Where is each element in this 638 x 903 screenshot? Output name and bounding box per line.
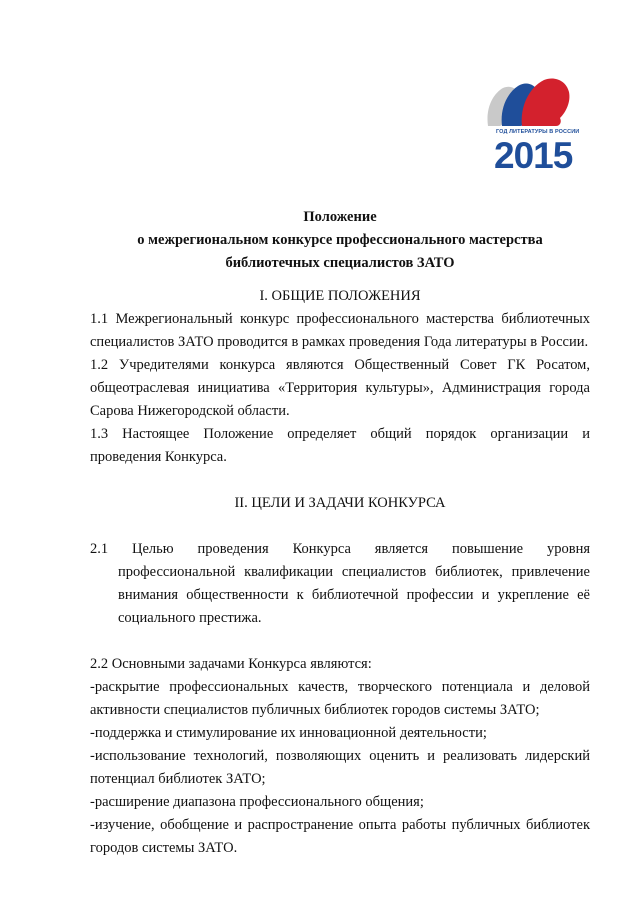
document-title <box>90 206 590 275</box>
title-line-2: о межрегиональном конкурсе профессионального мастерства <box>137 232 543 248</box>
task-item: -расширение диапазона профессионального общения; <box>90 794 424 810</box>
task-item: -поддержка и стимулирование их инновационной деятельности; <box>90 725 487 741</box>
clause-1-3: 1.3 Настоящее Положение определяет общий порядок организации и проведения Конкурса. <box>90 426 590 465</box>
task-item: -раскрытие профессиональных качеств, творческого потенциала и деловой активности специалистов публичных библиотек городов системы ЗАТО; <box>90 679 590 718</box>
clause-1-2: 1.2 Учредителями конкурса являются Общественный Совет ГК Росатом, общеотраслевая инициатива «Территория культуры», Администрация города Сарова Нижегородской области. <box>90 357 590 419</box>
logo-caption: ГОД ЛИТЕРАТУРЫ В РОССИИ <box>496 129 580 135</box>
task-item: -использование технологий, позволяющих оценить и реализовать лидерский потенциал библиотек ЗАТО; <box>90 748 590 787</box>
task-item: -изучение, обобщение и распространение опыта работы публичных библиотек городов системы ЗАТО. <box>90 817 590 856</box>
clause-2-2-lead: 2.2 Основными задачами Конкурса являются: <box>90 656 372 672</box>
document-body <box>90 206 590 860</box>
clause-1-1: 1.1 Межрегиональный конкурс профессионального мастерства библиотечных специалистов ЗАТО проводится в рамках проведения Года литературы в России. <box>90 311 590 350</box>
section-1-heading: I. ОБЩИЕ ПОЛОЖЕНИЯ <box>259 288 421 304</box>
title-line-1: Положение <box>303 209 377 225</box>
section-2-heading: II. ЦЕЛИ И ЗАДАЧИ КОНКУРСА <box>234 495 446 511</box>
title-line-3: библиотечных специалистов ЗАТО <box>225 255 455 271</box>
logo-year: 2015 <box>494 135 573 176</box>
clause-2-1-first-line: 2.1 Целью проведения Конкурса является повышение уровня <box>90 541 590 557</box>
clause-2-1-continuation: профессиональной квалификации специалистов библиотек, привлечение внимания общественности к библиотечной профессии и укрепление её социального престижа. <box>118 564 590 626</box>
